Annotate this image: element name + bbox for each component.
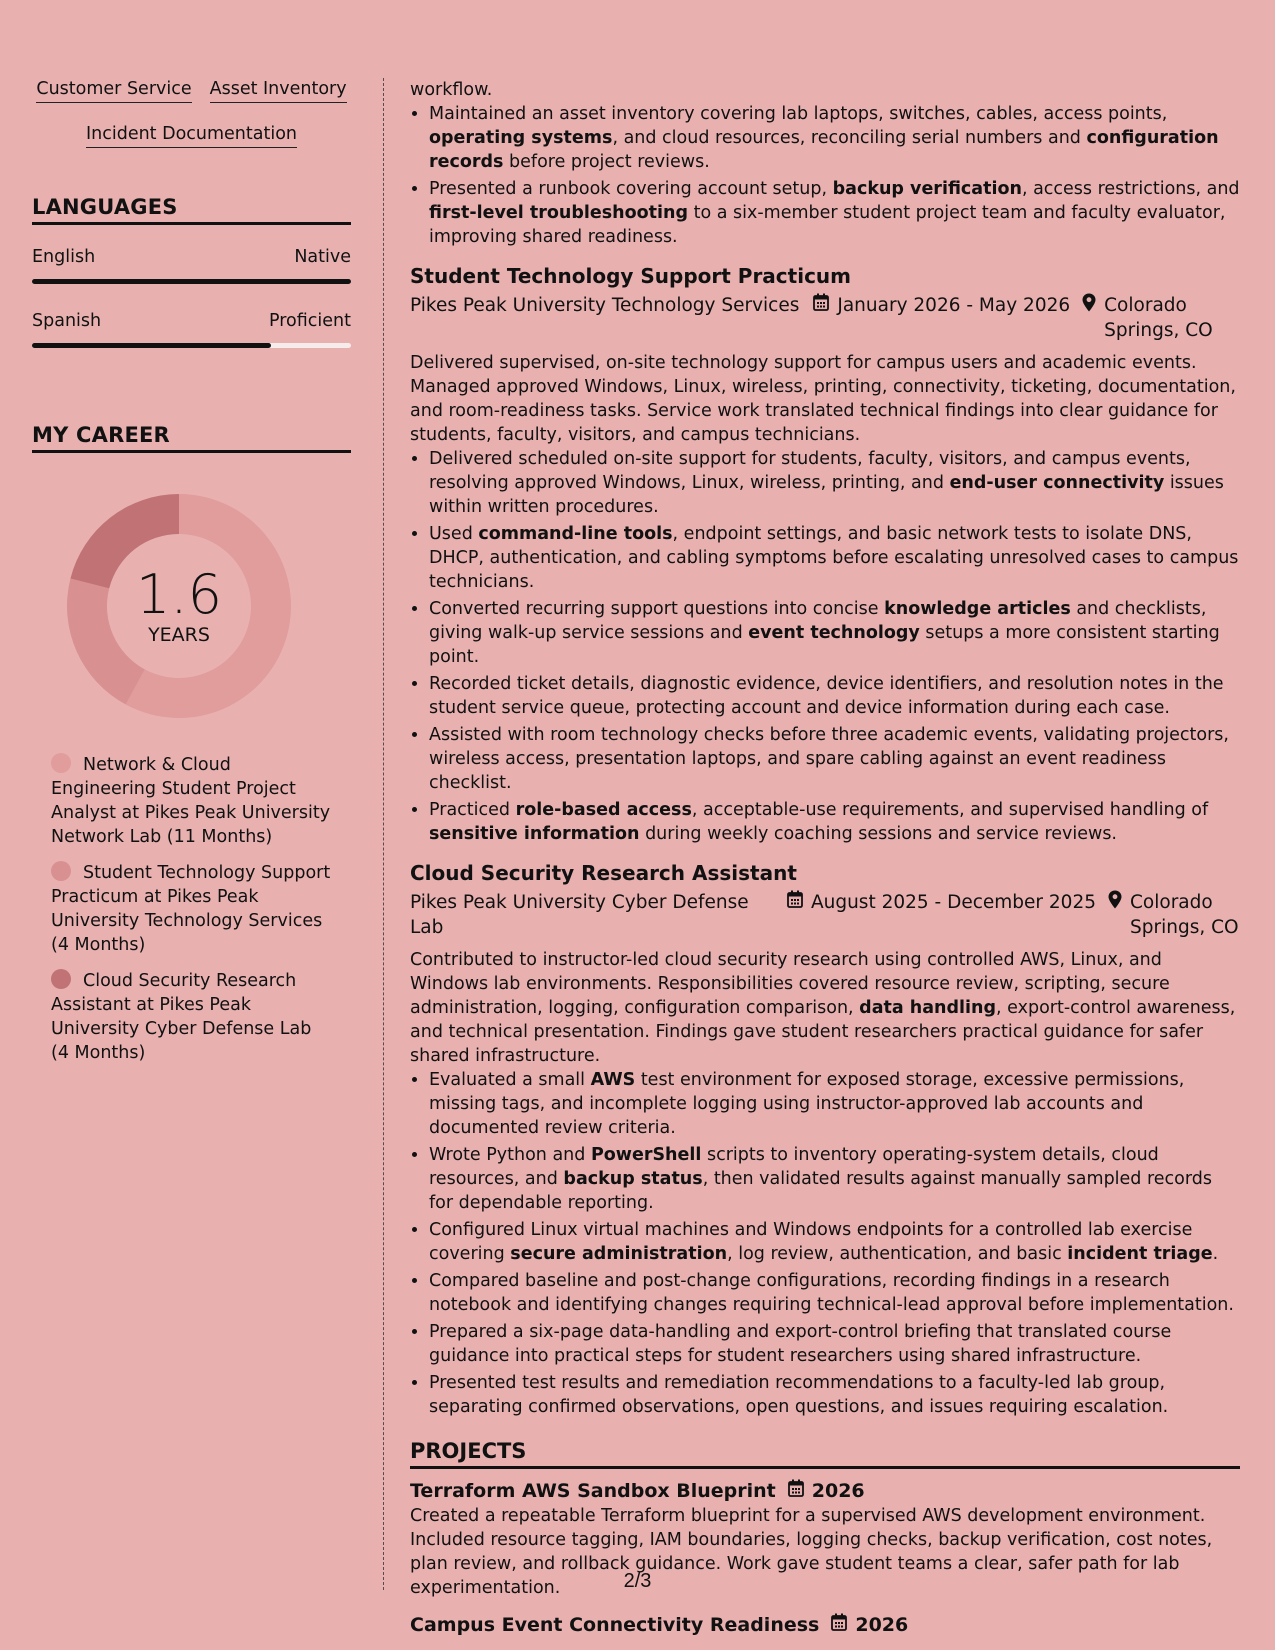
project-year: 2026 <box>811 1480 865 1502</box>
legend-dot <box>51 861 71 881</box>
calendar-icon <box>813 293 829 318</box>
calendar-icon <box>787 890 803 915</box>
bullet: • Presented a runbook covering account setup, backup verification, access restrictions, and first-level troubleshooting to a six-member student project team and faculty evaluator, improving shared readiness. <box>429 177 1240 249</box>
career-unit: YEARS <box>148 624 210 646</box>
job-meta <box>410 293 1240 343</box>
job-location: Colorado Springs, CO <box>1104 295 1213 341</box>
job-meta <box>410 890 1240 940</box>
calendar-icon <box>831 1612 847 1638</box>
career-legend <box>51 753 331 1065</box>
job-company: Pikes Peak University Cyber Defense Lab <box>410 892 749 938</box>
legend-label: Cloud Security Research Assistant at Pikes Peak University Cyber Defense Lab (4 Months) <box>51 971 312 1063</box>
language-item <box>32 247 351 284</box>
legend-dot <box>51 753 71 773</box>
skill-tag: Incident Documentation <box>86 123 297 148</box>
column-divider <box>383 78 384 1590</box>
calendar-icon <box>788 1478 804 1504</box>
bullet: • Evaluated a small AWS test environment for exposed storage, excessive permissions, missing tags, and incomplete logging using instructor-approved lab accounts and documented review criteria. <box>429 1068 1240 1140</box>
languages-heading: LANGUAGES <box>32 195 351 225</box>
job-description: Delivered supervised, on-site technology support for campus users and academic events. Managed approved Windows, Linux, wireless, printing, connectivity, ticketing, documentation, and room-readiness tasks. Service work translated technical findings into clear guidance for students, faculty, visitors, and campus technicians. <box>410 353 1236 445</box>
legend-label: Network & Cloud Engineering Student Project Analyst at Pikes Peak University Network Lab (11 Months) <box>51 755 331 847</box>
language-name: English <box>32 247 96 267</box>
career-heading: MY CAREER <box>32 423 351 453</box>
legend-label: Student Technology Support Practicum at Pikes Peak University Technology Services (4 Months) <box>51 863 331 955</box>
job-title: Cloud Security Research Assistant <box>410 861 797 885</box>
sidebar <box>32 78 351 1077</box>
job-location: Colorado Springs, CO <box>1130 892 1239 938</box>
bullet: • Recorded ticket details, diagnostic evidence, device identifiers, and resolution notes in the student service queue, protecting account and device information during each case. <box>429 672 1240 720</box>
project-title: Campus Event Connectivity Readiness <box>410 1614 820 1636</box>
project-title: Terraform AWS Sandbox Blueprint <box>410 1480 776 1502</box>
bullet: • Practiced role-based access, acceptable-use requirements, and supervised handling of sensitive information during weekly coaching sessions and service reviews. <box>429 798 1240 846</box>
project-entry <box>410 1612 1240 1638</box>
bullet: • Wrote Python and PowerShell scripts to inventory operating-system details, cloud resources, and backup status, then validated results against manually sampled records for dependable reporting. <box>429 1143 1240 1215</box>
carry-over-text: workflow. <box>410 80 493 100</box>
main-content <box>410 78 1240 1638</box>
career-total: 1.6 <box>136 563 222 626</box>
skills-list <box>32 78 351 148</box>
language-level: Proficient <box>269 311 351 331</box>
career-donut <box>66 493 292 719</box>
language-bar <box>32 279 351 284</box>
job-entry <box>410 262 1240 846</box>
skill-tag: Customer Service <box>36 78 191 103</box>
bullet: • Converted recurring support questions into concise knowledge articles and checklists, giving walk-up service sessions and event technology setups a more consistent starting point. <box>429 597 1240 669</box>
location-pin-icon <box>1082 293 1096 343</box>
job-company: Pikes Peak University Technology Services <box>410 295 800 316</box>
carry-over-bullets <box>410 102 1240 249</box>
job-bullets <box>410 1068 1240 1419</box>
bullet: • Used command-line tools, endpoint settings, and basic network tests to isolate DNS, DHCP, authentication, and cabling symptoms before escalating unresolved cases to campus technicians. <box>429 522 1240 594</box>
bullet: • Maintained an asset inventory covering lab laptops, switches, cables, access points, operating systems, and cloud resources, reconciling serial numbers and configuration records before project reviews. <box>429 102 1240 174</box>
language-level: Native <box>294 247 351 267</box>
job-entry <box>410 859 1240 1419</box>
projects-heading: PROJECTS <box>410 1439 1240 1469</box>
language-bar <box>32 343 351 348</box>
project-description: Created a repeatable Terraform blueprint for a supervised AWS development environment. Included resource tagging, IAM boundaries, logging checks, backup verification, cost notes, plan review, and rollback guidance. Work gave student teams a clear, safer path for lab experimentation. <box>410 1506 1213 1598</box>
job-bullets <box>410 447 1240 846</box>
job-title: Student Technology Support Practicum <box>410 264 852 288</box>
bullet: • Assisted with room technology checks before three academic events, validating projectors, wireless access, presentation laptops, and spare cabling against an event readiness checklist. <box>429 723 1240 795</box>
project-year: 2026 <box>855 1614 909 1636</box>
bullet: • Configured Linux virtual machines and Windows endpoints for a controlled lab exercise covering secure administration, log review, authentication, and basic incident triage. <box>429 1218 1240 1266</box>
page-number: 2/3 <box>623 1570 652 1592</box>
language-name: Spanish <box>32 311 102 331</box>
job-dates: January 2026 - May 2026 <box>837 295 1071 316</box>
legend-dot <box>51 969 71 989</box>
skill-tag: Asset Inventory <box>210 78 347 103</box>
job-dates: August 2025 - December 2025 <box>810 892 1096 913</box>
bullet: • Prepared a six-page data-handling and export-control briefing that translated course guidance into practical steps for student researchers using shared infrastructure. <box>429 1320 1240 1368</box>
legend-item <box>51 753 331 849</box>
bullet: • Presented test results and remediation recommendations to a faculty-led lab group, separating confirmed observations, open questions, and issues requiring escalation. <box>429 1371 1240 1419</box>
bullet: • Delivered scheduled on-site support for students, faculty, visitors, and campus events, resolving approved Windows, Linux, wireless, printing, and end-user connectivity issues within written procedures. <box>429 447 1240 519</box>
location-pin-icon <box>1108 890 1122 940</box>
language-bar-fill <box>32 279 351 284</box>
language-item <box>32 311 351 348</box>
legend-item <box>51 969 331 1065</box>
legend-item <box>51 861 331 957</box>
bullet: • Compared baseline and post-change configurations, recording findings in a research notebook and identifying changes requiring technical-lead approval before implementation. <box>429 1269 1240 1317</box>
language-bar-fill <box>32 343 271 348</box>
job-description: Contributed to instructor-led cloud security research using controlled AWS, Linux, and Windows lab environments. Responsibilities covered resource review, scripting, secure administration, logging, configuration comparison, data handling, export-control awareness, and technical presentation. Findings gave student researchers practical guidance for safer shared infrastructure. <box>410 950 1236 1066</box>
